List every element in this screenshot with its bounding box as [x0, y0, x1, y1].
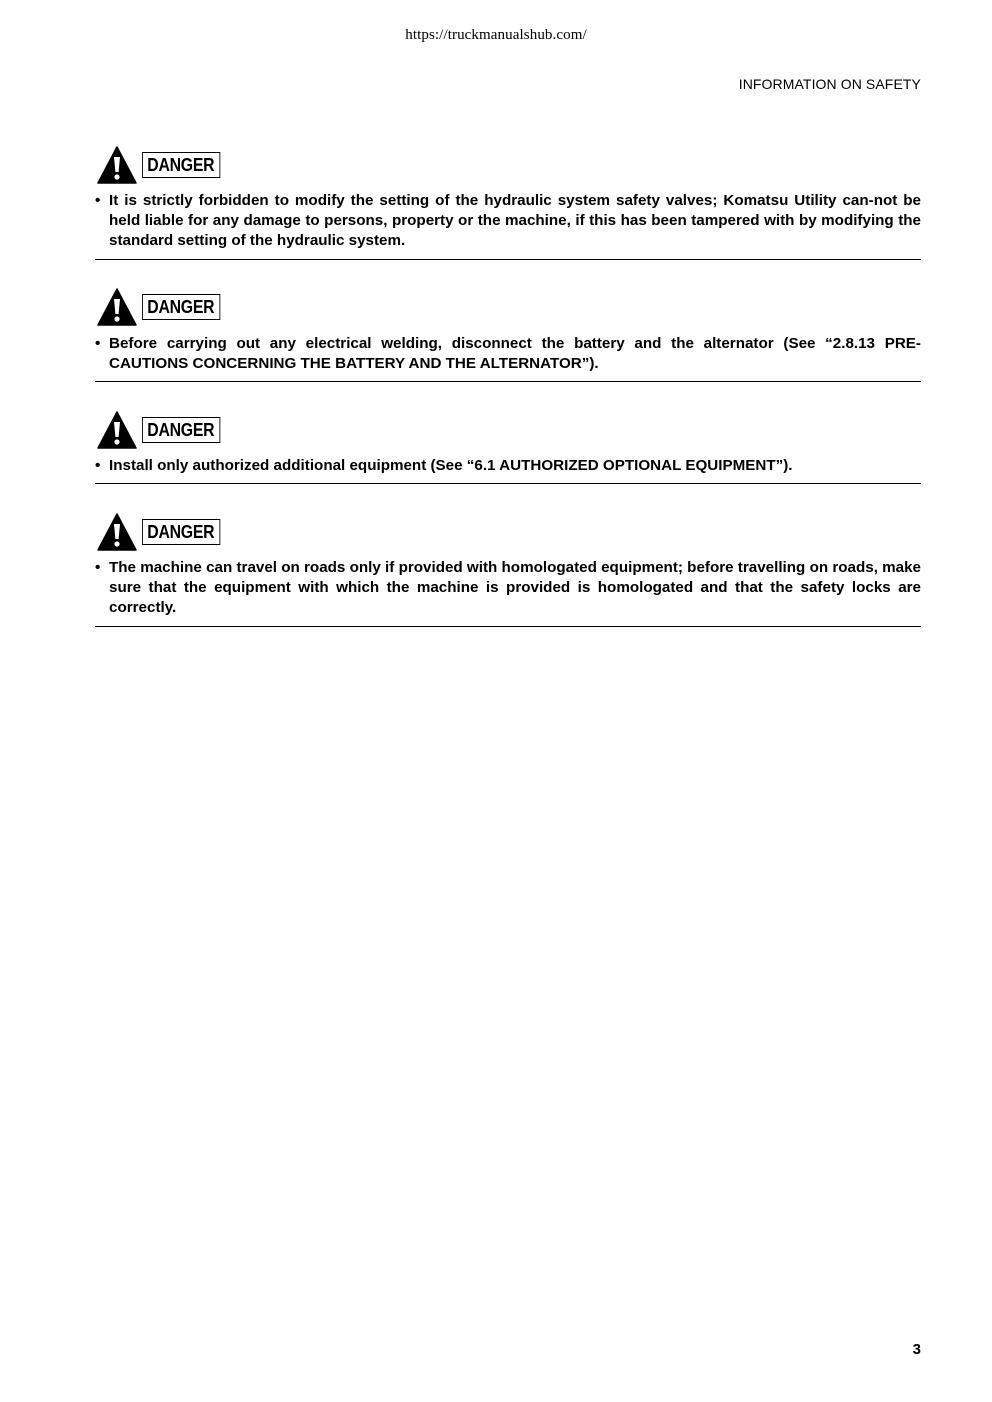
- bullet: •: [95, 559, 101, 576]
- danger-heading: [97, 287, 231, 327]
- warning-text: Before carrying out any electrical welding, disconnect the battery and the alternator (See “2.8.13 PRE-CAUTIONS CONCERNING THE BATTERY AND THE ALTERNATOR”).: [109, 335, 921, 372]
- danger-block: [95, 509, 921, 627]
- warning-text: Install only authorized additional equipment (See “6.1 AUTHORIZED OPTIONAL EQUIPMENT”).: [109, 457, 793, 474]
- section-title: INFORMATION ON SAFETY: [738, 76, 921, 92]
- warning-text: The machine can travel on roads only if provided with homologated equipment; before travelling on roads, make sure that the equipment with which the machine is provided is homologated and that the safety locks are correctly.: [109, 559, 921, 616]
- page-url: https://truckmanualshub.com/: [405, 27, 587, 43]
- list-item: [95, 558, 921, 618]
- bullet: •: [95, 457, 101, 474]
- page-number: 3: [912, 1341, 921, 1358]
- bullet: •: [95, 192, 101, 209]
- danger-heading: [97, 512, 231, 552]
- danger-block: [95, 142, 921, 260]
- danger-block: [95, 407, 921, 484]
- warning-triangle-icon: [97, 513, 137, 551]
- danger-label: DANGER: [142, 417, 220, 443]
- danger-block: [95, 284, 921, 382]
- warning-text: It is strictly forbidden to modify the setting of the hydraulic system safety valves; Komatsu Utility can-not be held liable for any damage to persons, property or the machine, if this has been tampered with by modifying the standard setting of the hydraulic system.: [109, 192, 921, 249]
- warning-triangle-icon: [97, 146, 137, 184]
- list-item: [95, 456, 921, 476]
- list-item: [95, 334, 921, 374]
- danger-label: DANGER: [142, 519, 220, 545]
- warning-triangle-icon: [97, 288, 137, 326]
- bullet: •: [95, 335, 101, 352]
- warning-triangle-icon: [97, 411, 137, 449]
- list-item: [95, 191, 921, 251]
- danger-heading: [97, 145, 231, 185]
- danger-heading: [97, 410, 231, 450]
- danger-label: DANGER: [142, 294, 220, 320]
- danger-label: DANGER: [142, 152, 220, 178]
